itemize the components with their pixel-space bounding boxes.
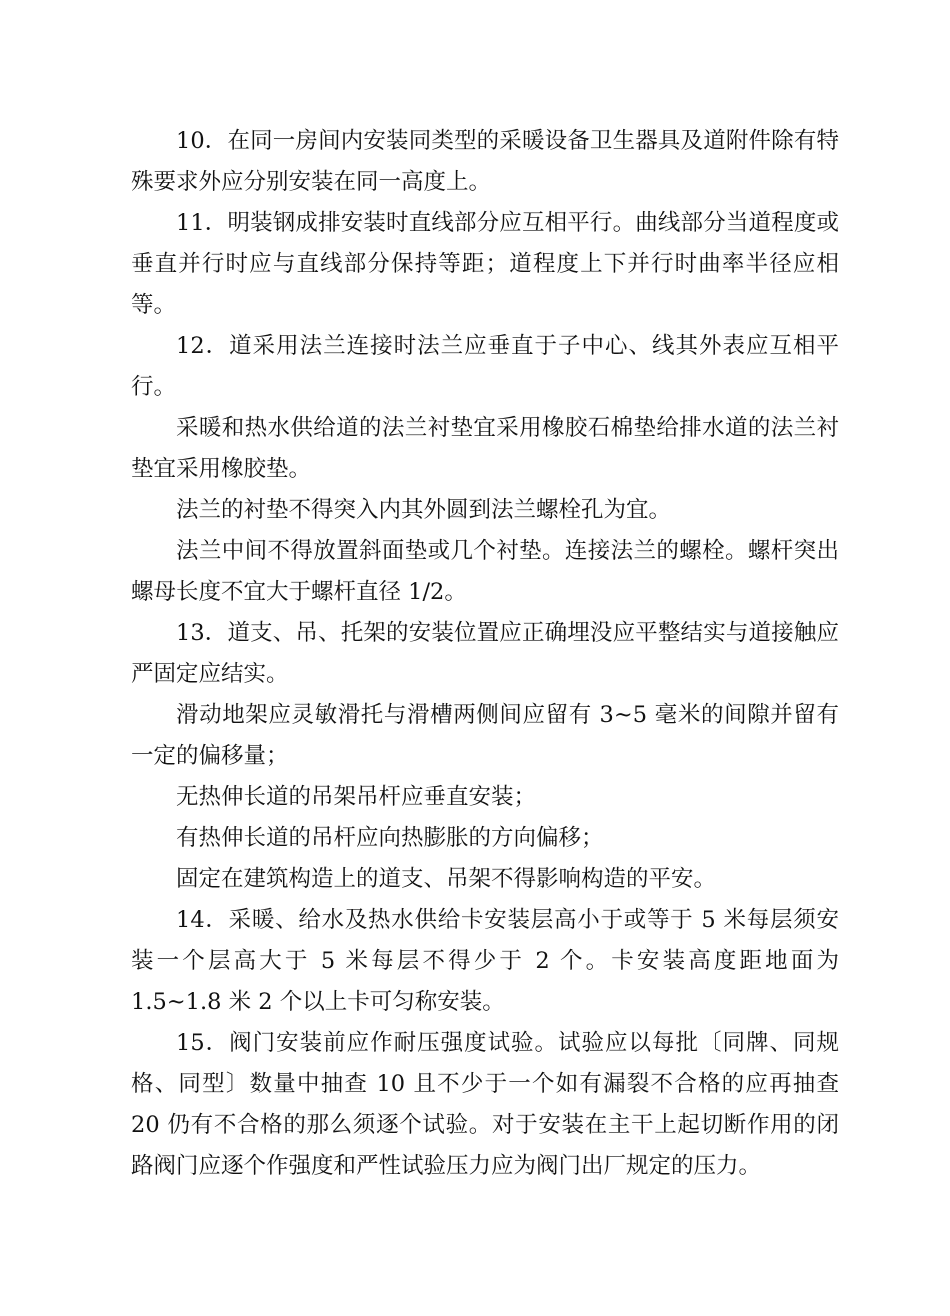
- paragraph-item-13: 13．道支、吊、托架的安装位置应正确埋没应平整结实与道接触应严固定应结实。: [131, 620, 839, 687]
- paragraph-hanger-offset: 有热伸长道的吊杆应向热膨胀的方向偏移；: [176, 825, 604, 851]
- paragraph-flange-bolts: 法兰中间不得放置斜面垫或几个衬垫。连接法兰的螺栓。螺杆突出螺母长度不宜大于螺杆直径 1/2。: [131, 538, 839, 605]
- paragraph-flange-gasket-position: 法兰的衬垫不得突入内其外圆到法兰螺栓孔为宜。: [176, 497, 672, 523]
- paragraph-hanger-vertical: 无热伸长道的吊架吊杆应垂直安装；: [176, 784, 537, 810]
- paragraph-fixed-support: 固定在建筑构造上的道支、吊架不得影响构造的平安。: [176, 866, 717, 892]
- paragraph-item-12: 12．道采用法兰连接时法兰应垂直于子中心、线其外表应互相平行。: [131, 333, 839, 400]
- paragraph-flange-gasket-material: 采暖和热水供给道的法兰衬垫宜采用橡胶石棉垫给排水道的法兰衬垫宜采用橡胶垫。: [131, 415, 839, 482]
- paragraph-sliding-support: 滑动地架应灵敏滑托与滑槽两侧间应留有 3~5 毫米的间隙并留有一定的偏移量；: [131, 702, 839, 769]
- document-body: [131, 121, 839, 1187]
- paragraph-item-10: 10．在同一房间内安装同类型的采暖设备卫生器具及道附件除有特殊要求外应分别安装在同一高度上。: [131, 128, 839, 195]
- paragraph-item-14: 14．采暖、给水及热水供给卡安装层高小于或等于 5 米每层须安装一个层高大于 5 米每层不得少于 2 个。卡安装高度距地面为 1.5~1.8 米 2 个以上卡可匀称安装。: [131, 907, 839, 1015]
- paragraph-item-15: 15．阀门安装前应作耐压强度试验。试验应以每批〔同牌、同规格、同型〕数量中抽查 10 且不少于一个如有漏裂不合格的应再抽查 20 仍有不合格的那么须逐个试验。对于安装在主干上起切断作用的闭路阀门应逐个作强度和严性试验压力应为阀门出厂规定的压力。: [131, 1030, 839, 1179]
- paragraph-item-11: 11．明装钢成排安装时直线部分应互相平行。曲线部分当道程度或垂直并行时应与直线部分保持等距；道程度上下并行时曲率半径应相等。: [131, 210, 839, 318]
